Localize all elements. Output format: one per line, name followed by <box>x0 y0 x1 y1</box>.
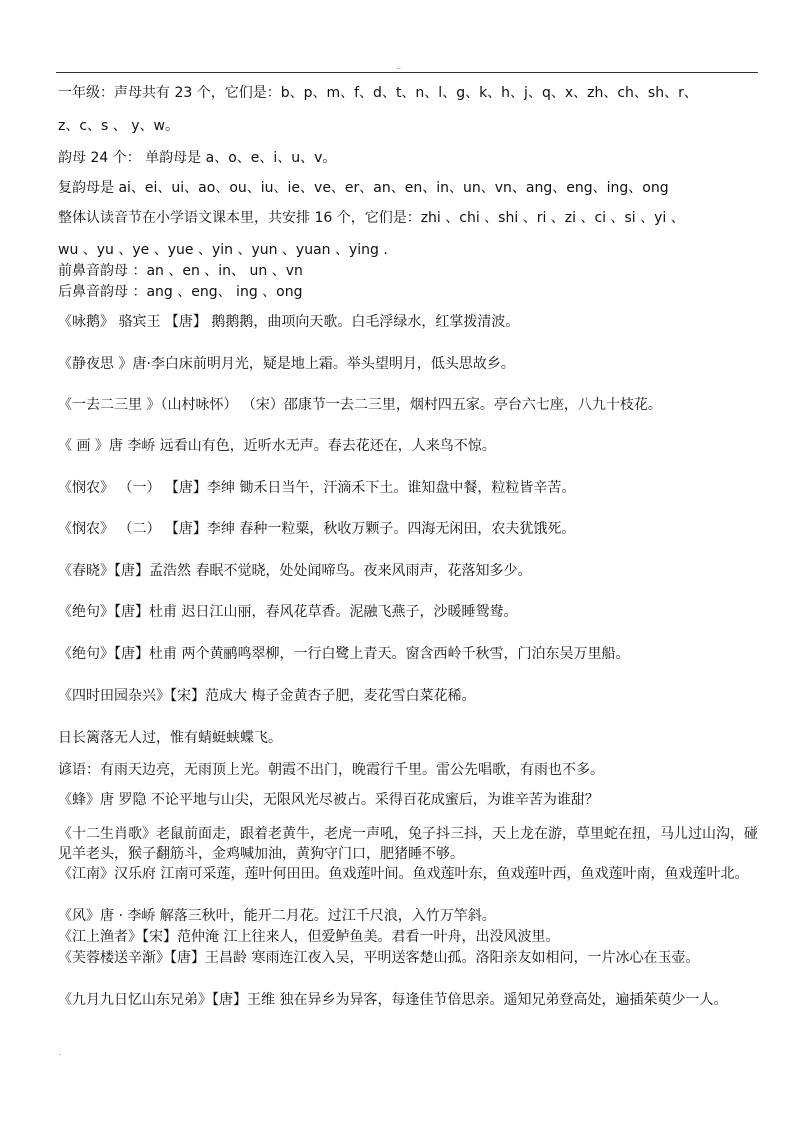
poem-line: 《悯农》 （二） 【唐】李绅 春种一粒粟，秋收万颗子。四海无闲田，农夫犹饿死。 <box>58 521 576 537</box>
poem-line: 《一去二三里 》（山村咏怀） （宋）邵康节一去二三里，烟村四五家。亭台六七座，八九十枝花。 <box>58 397 662 413</box>
poem-line: 《风》唐 · 李峤 解落三秋叶，能开二月花。过江千尺浪，入竹万竿斜。 <box>58 908 496 924</box>
poem-line: 《芙蓉楼送辛渐》【唐】王昌龄 寒雨连江夜入吴，平明送客楚山孤。洛阳亲友如相问，一片冰心在玉壶。 <box>58 950 700 966</box>
header-mark: .. <box>396 62 402 71</box>
text-line: 一年级：声母共有 23 个，它们是：b、p、m、f、d、t、n、l、g、k、h、j、q、x、zh、ch、sh、r、 <box>58 85 698 101</box>
poem-line: 《咏鹅》 骆宾王 【唐】 鹅鹅鹅，曲项向天歌。白毛浮绿水，红掌拨清波。 <box>58 314 520 330</box>
poem-line: 《江上渔者》【宋】范仲淹 江上往来人，但爱鲈鱼美。君看一叶舟，出没风波里。 <box>58 929 560 945</box>
poem-line: 《四时田园杂兴》【宋】范成大 梅子金黄杏子肥，麦花雪白菜花稀。 <box>58 688 476 704</box>
poem-line: 《悯农》 （一） 【唐】李绅 锄禾日当午，汗滴禾下土。谁知盘中餐，粒粒皆辛苦。 <box>58 480 576 496</box>
poem-line: 《绝句》【唐】杜甫 迟日江山丽，春风花草香。泥融飞燕子，沙暖睡鸳鸯。 <box>58 604 518 620</box>
text-line: 后鼻音韵母 ：ang 、eng、 ing 、ong <box>58 284 303 300</box>
text-line: 前鼻音韵母 ：an 、en 、in、 un 、vn <box>58 263 303 279</box>
poem-line: 《蜂》唐 罗隐 不论平地与山尖，无限风光尽被占。采得百花成蜜后，为谁辛苦为谁甜？ <box>58 792 599 808</box>
header-rule <box>56 72 758 73</box>
poem-line: 《 画 》唐 李峤 远看山有色，近听水无声。春去花还在，人来鸟不惊。 <box>58 438 496 454</box>
poem-line: 《静夜思 》唐·李白床前明月光，疑是地上霜。举头望明月，低头思故乡。 <box>58 356 515 372</box>
proverb-line: 谚语：有雨天边亮，无雨顶上光。朝霞不出门，晚霞行千里。雷公先唱歌，有雨也不多。 <box>58 762 604 778</box>
text-line: 复韵母是 ai、ei、ui、ao、ou、iu、ie、ve、er、an、en、in、un、vn、ang、eng、ing、ong <box>58 180 669 196</box>
text-line: wu 、yu 、ye 、yue 、yin 、yun 、yuan 、ying . <box>58 242 388 258</box>
poem-line: 《十二生肖歌》老鼠前面走，跟着老黄牛，老虎一声吼，兔子抖三抖，天上龙在游，草里蛇在扭，马儿过山沟，碰见羊老头，猴子翻筋斗，金鸡喊加油，黄狗守门口，肥猪睡不够。 <box>58 826 758 862</box>
poem-line: 《江南》汉乐府 江南可采莲，莲叶何田田。鱼戏莲叶间。鱼戏莲叶东，鱼戏莲叶西，鱼戏莲叶南，鱼戏莲叶北。 <box>58 866 749 882</box>
text-line: 整体认读音节在小学语文课本里，共安排 16 个，它们是：zhi 、chi 、shi 、ri 、zi 、ci 、si 、yi 、 <box>58 210 685 226</box>
footer-mark: . <box>58 1048 61 1057</box>
poem-line: 《绝句》【唐】杜甫 两个黄鹂鸣翠柳，一行白鹭上青天。窗含西岭千秋雪，门泊东吴万里船。 <box>58 646 630 662</box>
poem-line: 日长篱落无人过，惟有蜻蜓蛱蝶飞。 <box>58 730 282 746</box>
poem-line: 《春晓》【唐】孟浩然 春眠不觉晓，处处闻啼鸟。夜来风雨声，花落知多少。 <box>58 563 532 579</box>
text-line: z、c、s 、 y、w。 <box>58 118 179 134</box>
text-line: 韵母 24 个： 单韵母是 a、o、e、i、u、v。 <box>58 150 337 166</box>
poem-line: 《九月九日忆山东兄弟》【唐】王维 独在异乡为异客，每逢佳节倍思亲。遥知兄弟登高处，遍插茱萸少一人。 <box>58 992 728 1008</box>
